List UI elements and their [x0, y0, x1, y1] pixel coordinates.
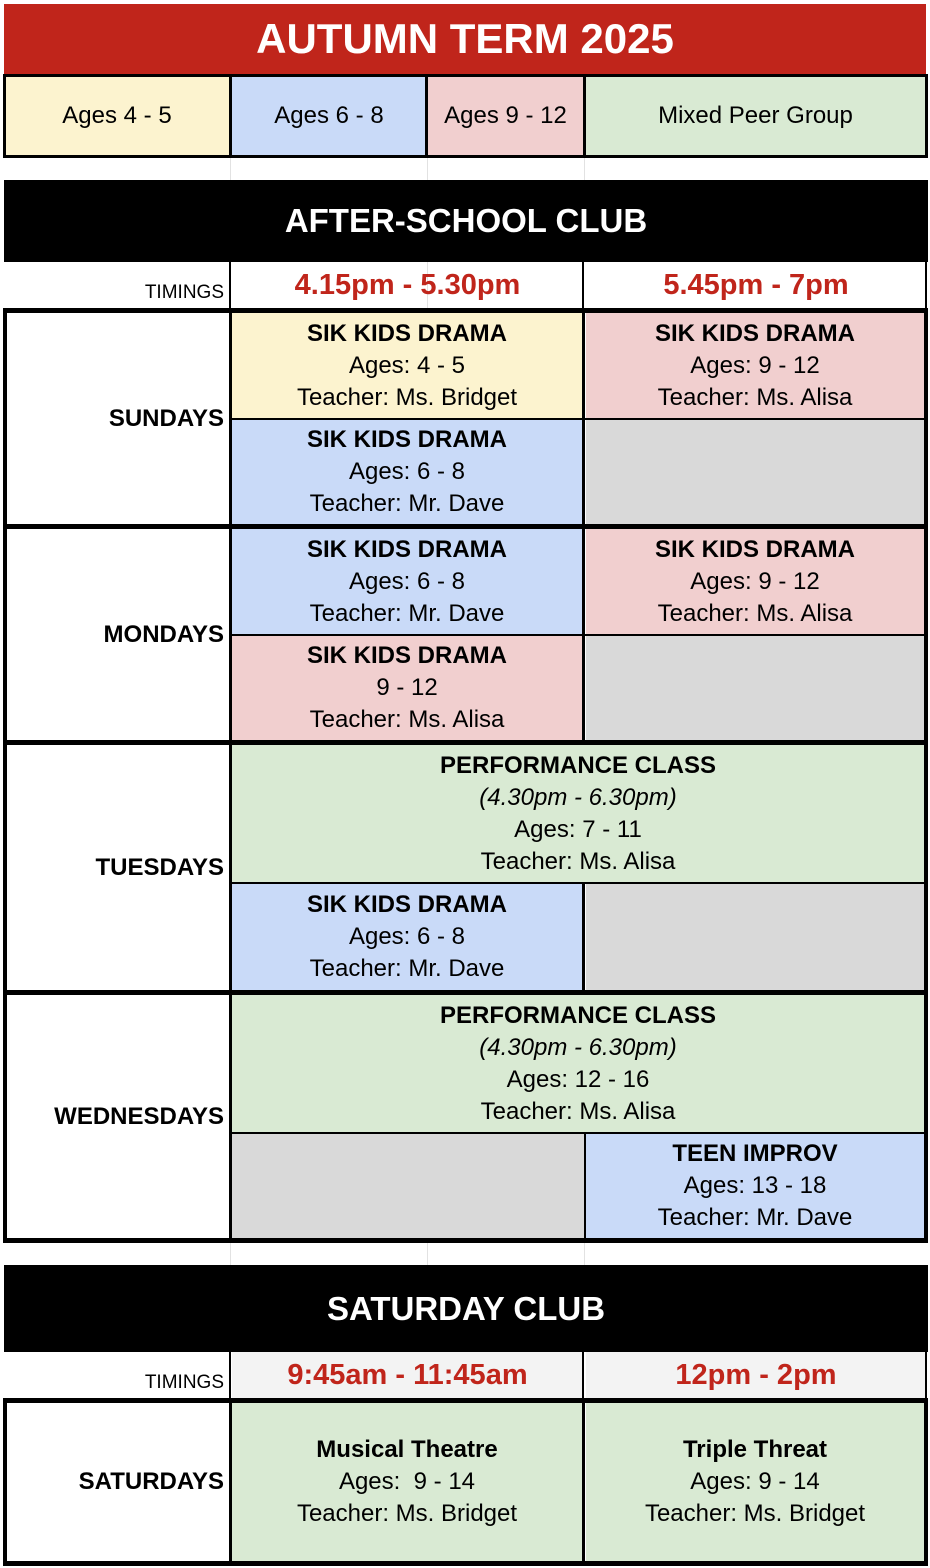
class-sunday-slot1-a: SIK KIDS DRAMA Ages: 4 - 5 Teacher: Ms. Bridget: [232, 313, 582, 418]
page-title: AUTUMN TERM 2025: [4, 4, 926, 74]
day-label-mondays: MONDAYS: [103, 620, 224, 648]
class-tuesday-performance: PERFORMANCE CLASS (4.30pm - 6.30pm) Ages: 7 - 11 Teacher: Ms. Alisa: [232, 745, 924, 882]
day-label-wednesdays: WEDNESDAYS: [54, 1102, 224, 1130]
empty-slot: [586, 420, 924, 524]
class-saturday-triple-threat: Triple Threat Ages: 9 - 14 Teacher: Ms. Bridget: [586, 1403, 924, 1561]
after-school-heading: AFTER-SCHOOL CLUB: [4, 180, 928, 262]
timing-slot-1: 9:45am - 11:45am: [232, 1352, 583, 1398]
day-label-saturdays: SATURDAYS: [78, 1468, 224, 1495]
class-sunday-slot2-a: SIK KIDS DRAMA Ages: 9 - 12 Teacher: Ms. Alisa: [586, 313, 924, 418]
legend-mixed-peer-group: Mixed Peer Group: [586, 76, 925, 156]
class-monday-slot1-b: SIK KIDS DRAMA 9 - 12 Teacher: Ms. Alisa: [232, 636, 582, 740]
legend-ages-9-12: Ages 9 - 12: [428, 76, 583, 156]
saturday-heading: SATURDAY CLUB: [4, 1265, 928, 1352]
empty-slot: [586, 636, 924, 740]
timing-slot-1: 4.15pm - 5.30pm: [294, 268, 521, 301]
class-monday-slot1-a: SIK KIDS DRAMA Ages: 6 - 8 Teacher: Mr. Dave: [232, 529, 582, 634]
timing-slot-2: 5.45pm - 7pm: [663, 268, 849, 301]
timings-label: TIMINGS: [144, 1372, 224, 1393]
day-label-tuesdays: TUESDAYS: [95, 853, 224, 881]
class-sunday-slot1-b: SIK KIDS DRAMA Ages: 6 - 8 Teacher: Mr. Dave: [232, 420, 582, 524]
class-monday-slot2-a: SIK KIDS DRAMA Ages: 9 - 12 Teacher: Ms. Alisa: [586, 529, 924, 634]
empty-slot: [232, 1134, 584, 1238]
legend-ages-4-5: Ages 4 - 5: [5, 76, 229, 156]
class-tuesday-slot1-b: SIK KIDS DRAMA Ages: 6 - 8 Teacher: Mr. Dave: [232, 884, 582, 990]
timings-label: TIMINGS: [144, 282, 224, 303]
day-label-sundays: SUNDAYS: [108, 404, 224, 432]
timing-slot-2: 12pm - 2pm: [586, 1352, 926, 1398]
class-saturday-musical-theatre: Musical Theatre Ages: 9 - 14 Teacher: Ms. Bridget: [232, 1403, 582, 1561]
legend-ages-6-8: Ages 6 - 8: [232, 76, 426, 156]
class-wednesday-teen-improv: TEEN IMPROV Ages: 13 - 18 Teacher: Mr. Dave: [586, 1134, 924, 1238]
empty-slot: [586, 884, 924, 990]
class-wednesday-performance: PERFORMANCE CLASS (4.30pm - 6.30pm) Ages: 12 - 16 Teacher: Ms. Alisa: [232, 995, 924, 1132]
